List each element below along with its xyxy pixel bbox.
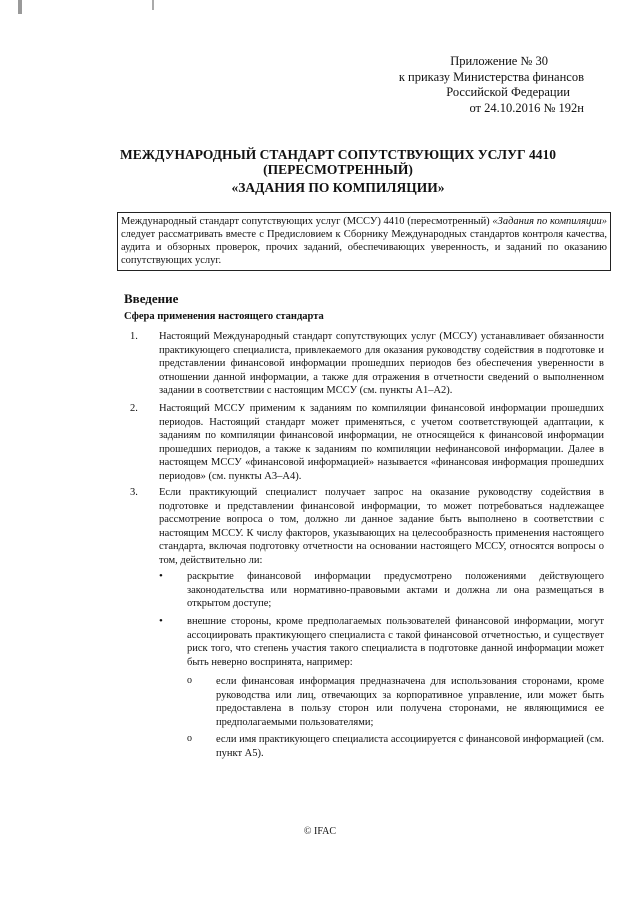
appendix-order: к приказу Министерства финансов xyxy=(398,69,584,84)
paragraph-1 xyxy=(124,330,604,398)
sub-bullet-item-1 xyxy=(124,675,604,729)
note-box xyxy=(117,212,611,271)
document-title xyxy=(60,147,616,177)
footer-copyright: © IFAC xyxy=(303,826,337,837)
appendix-number: Приложение № 30 xyxy=(450,54,548,68)
paragraph-number: 3. xyxy=(130,487,138,498)
bullet-text: раскрытие финансовой информации предусмотрено положениями действующего законодательства или нормативно-правовыми актами и должна ли она размещаться в открытом доступе; xyxy=(187,571,604,609)
scan-edge-mark xyxy=(18,0,22,14)
paragraph-number: 2. xyxy=(130,403,138,414)
bullet-item-1 xyxy=(124,570,604,611)
paragraph-3 xyxy=(124,486,604,567)
bullet-marker: • xyxy=(159,615,163,627)
note-italic-title: «Задания по компиляции» xyxy=(492,216,608,227)
title-line-2: (ПЕРЕСМОТРЕННЫЙ) xyxy=(263,162,413,177)
appendix-block xyxy=(324,54,584,116)
bullet-marker: • xyxy=(159,570,163,582)
bullet-item-2 xyxy=(124,615,604,669)
bullet-text: внешние стороны, кроме предполагаемых пользователей финансовой информации, могут ассоциировать практикующего специалиста с такой финансовой отчетностью, и существует риск того, что степень участия такого специалиста в подготовке данной информации может быть неверно воспринята, например: xyxy=(187,616,604,668)
note-text-1: Международный стандарт сопутствующих услуг (МССУ) 4410 (пересмотренный) xyxy=(121,216,493,227)
scan-tick-mark xyxy=(152,0,154,10)
note-text-2: следует рассматривать вместе с Предисловием к Сборнику Международных стандартов контроля качества, аудита и обзорных проверок, прочих заданий, обеспечивающих уверенность, и заданий по оказанию сопутствующих услуг. xyxy=(121,229,607,266)
paragraph-text: Настоящий Международный стандарт сопутствующих услуг (МССУ) устанавливает обязанности практикующего специалиста, привлекаемого для оказания руководству содействия в подготовке и представлении финансовой информации прошедших периодов без обеспечения уверенности в отношении данной информации, а также для отражения в отчетности сведений о выполненном задании в соответствии с настоящим МССУ (см. пункты А1–А2). xyxy=(159,331,604,396)
heading-scope: Сфера применения настоящего стандарта xyxy=(124,311,324,322)
appendix-country: Российской Федерации xyxy=(446,85,570,99)
sub-bullet-item-2 xyxy=(124,733,604,760)
heading-introduction: Введение xyxy=(124,291,179,306)
document-subtitle: «ЗАДАНИЯ ПО КОМПИЛЯЦИИ» xyxy=(231,180,445,195)
sub-bullet-marker: o xyxy=(187,675,192,686)
appendix-date: от 24.10.2016 № 192н xyxy=(469,100,584,115)
paragraph-text: Если практикующий специалист получает запрос на оказание руководству содействия в подготовке и представлении финансовой информации, то может потребоваться надлежащее рассмотрение вопроса о том, должно ли данное задание быть выполнено в соответствии с настоящим МССУ. К числу факторов, указывающих на целесообразность применения настоящего стандарта, включая подготовку отчетности на основании настоящего МССУ, относятся вопросы о том, действительно ли: xyxy=(159,487,604,566)
title-line-1: МЕЖДУНАРОДНЫЙ СТАНДАРТ СОПУТСТВУЮЩИХ УСЛУГ 4410 xyxy=(120,147,556,162)
paragraph-text: Настоящий МССУ применим к заданиям по компиляции финансовой информации прошедших периодов. Настоящий стандарт может применяться, с учетом соответствующей адаптации, к заданиям по компиляции финансовой информации, не относящейся к финансовой информации прошедших периодов, а также к заданиям по компиляции нефинансовой информации. Далее в настоящем МССУ «финансовой информацией» называется «финансовая информация прошедших периодов» (см. пункты А3–А4). xyxy=(159,403,604,482)
sub-bullet-text: если финансовая информация предназначена для использования сторонами, кроме руководства или лиц, отвечающих за корпоративное управление, или может быть предоставлена в пользу сторон или получена сторонами, не являющимися ее предполагаемыми пользователями; xyxy=(216,676,604,728)
sub-bullet-text: если имя практикующего специалиста ассоциируется с финансовой информацией (см. пункт А5). xyxy=(216,734,604,759)
paragraph-2 xyxy=(124,402,604,483)
sub-bullet-marker: o xyxy=(187,733,192,744)
paragraph-number: 1. xyxy=(130,331,138,342)
